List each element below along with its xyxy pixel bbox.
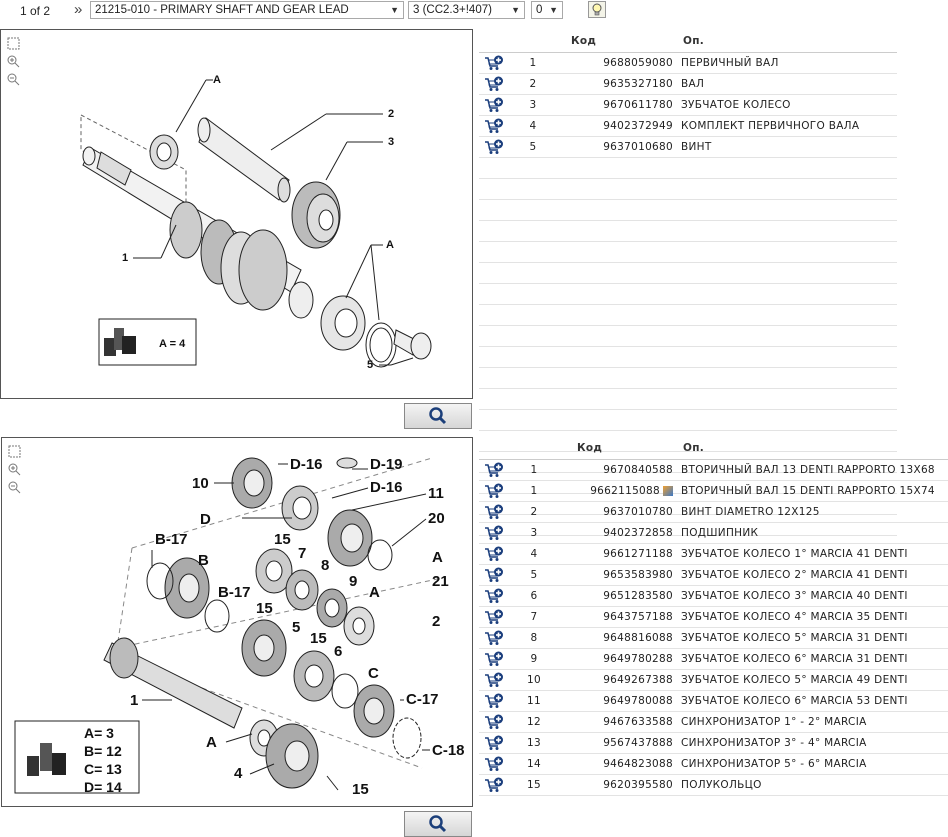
part-code: 9402372949: [557, 115, 681, 136]
screw-5: [394, 330, 431, 359]
callout-label[interactable]: 3: [388, 136, 395, 148]
part-code: 9467633588: [559, 711, 681, 732]
empty-row: [479, 388, 897, 409]
item-number: 15: [509, 774, 559, 795]
callout-label[interactable]: 2: [432, 613, 441, 630]
bearing-a-top: [150, 135, 178, 169]
part-code: 9662115088: [559, 480, 681, 501]
header-code[interactable]: Код: [557, 30, 681, 52]
part-code: 9670840588: [559, 459, 681, 480]
empty-row: [479, 346, 897, 367]
add-to-cart-button[interactable]: [479, 136, 509, 157]
table-row[interactable]: [479, 543, 948, 564]
item-number: 9: [509, 648, 559, 669]
add-to-cart-icon: [484, 139, 504, 155]
chevron-down-icon: ▼: [390, 5, 399, 15]
add-to-cart-button[interactable]: [479, 501, 509, 522]
part-description: ВТОРИЧНЫЙ ВАЛ 13 DENTI RAPPORTO 13X68: [681, 459, 948, 480]
add-to-cart-icon: [484, 630, 504, 646]
callout-label[interactable]: 9: [349, 573, 358, 590]
add-to-cart-icon: [484, 546, 504, 562]
add-to-cart-icon: [484, 693, 504, 709]
callout-label[interactable]: 6: [334, 643, 343, 660]
parts-table-2: [479, 437, 948, 805]
callout-label[interactable]: 1: [122, 252, 129, 264]
legend-text: C= 13: [84, 761, 122, 777]
add-to-cart-button[interactable]: [479, 711, 509, 732]
lightbulb-icon: [591, 3, 603, 17]
callout-label[interactable]: B-17: [218, 584, 251, 601]
add-to-cart-button[interactable]: [479, 543, 509, 564]
parts-table-2-viewport[interactable]: [479, 437, 948, 805]
empty-row: [479, 304, 897, 325]
add-to-cart-button[interactable]: [479, 564, 509, 585]
callout-label[interactable]: 15: [310, 630, 327, 647]
item-number: 5: [509, 136, 557, 157]
callout-label[interactable]: 20: [428, 510, 445, 527]
add-to-cart-button[interactable]: [479, 522, 509, 543]
add-to-cart-button[interactable]: [479, 774, 509, 795]
add-to-cart-button[interactable]: [479, 480, 509, 501]
empty-row: [479, 795, 948, 805]
legend-text: A= 3: [84, 725, 114, 741]
table-row[interactable]: [479, 459, 948, 480]
part-description: СИНХРОНИЗАТОР 5° - 6° MARCIA: [681, 753, 948, 774]
item-number: 7: [509, 606, 559, 627]
add-to-cart-button[interactable]: [479, 73, 509, 94]
callout-label[interactable]: D: [200, 511, 211, 528]
part-code: 9635327180: [557, 73, 681, 94]
empty-row: [479, 409, 897, 430]
callout-label[interactable]: 15: [274, 531, 291, 548]
header-desc[interactable]: Оп.: [681, 30, 897, 52]
legend-box-1: [99, 319, 196, 365]
search-icon: [429, 407, 447, 425]
item-number: 11: [509, 690, 559, 711]
add-to-cart-icon: [484, 97, 504, 113]
callout-label[interactable]: D-19: [370, 456, 403, 473]
empty-row: [479, 199, 897, 220]
item-number: 2: [509, 501, 559, 522]
add-to-cart-icon: [484, 76, 504, 92]
part-description: СИНХРОНИЗАТОР 1° - 2° MARCIA: [681, 711, 948, 732]
item-number: 14: [509, 753, 559, 774]
option-select[interactable]: [531, 1, 563, 19]
callout-label[interactable]: C: [368, 665, 379, 682]
table-row[interactable]: [479, 564, 948, 585]
output-shaft: [104, 638, 242, 728]
search-icon: [429, 815, 447, 833]
callout-label[interactable]: 21: [432, 573, 449, 590]
page-count: 1 of 2: [20, 4, 51, 18]
callout-label[interactable]: 5: [367, 359, 374, 371]
callout-label[interactable]: 7: [298, 545, 307, 562]
callout-label[interactable]: B-17: [155, 531, 188, 548]
table-row[interactable]: [479, 585, 948, 606]
item-number: 1: [509, 52, 557, 73]
table-header: [479, 437, 948, 459]
part-description: ВИНТ: [681, 136, 897, 157]
add-to-cart-button[interactable]: [479, 669, 509, 690]
item-number: 12: [509, 711, 559, 732]
part-description: СИНХРОНИЗАТОР 3° - 4° MARCIA: [681, 732, 948, 753]
zoom-search-button-2[interactable]: [404, 811, 472, 837]
part-description: КОМПЛЕКТ ПЕРВИЧНОГО ВАЛА: [681, 115, 897, 136]
item-number: 3: [509, 522, 559, 543]
item-number: 6: [509, 585, 559, 606]
callout-label[interactable]: 4: [234, 765, 243, 782]
add-to-cart-button[interactable]: [479, 115, 509, 136]
table-row[interactable]: [479, 648, 948, 669]
add-to-cart-icon: [484, 567, 504, 583]
item-number: 5: [509, 564, 559, 585]
add-to-cart-icon: [484, 756, 504, 772]
empty-row: [479, 325, 897, 346]
table-row[interactable]: [479, 522, 948, 543]
empty-row: [479, 220, 897, 241]
callout-label[interactable]: A: [213, 74, 221, 86]
add-to-cart-button[interactable]: [479, 753, 509, 774]
callout-label[interactable]: 15: [256, 600, 273, 617]
callout-label[interactable]: C-18: [432, 742, 465, 759]
part-code: 9464823088: [559, 753, 681, 774]
zoom-search-button-1[interactable]: [404, 403, 472, 429]
part-description: ЗУБЧАТОЕ КОЛЕСО 6° MARCIA 31 DENTI: [681, 648, 948, 669]
chevron-down-icon: ▼: [549, 5, 558, 15]
gears: [165, 458, 394, 788]
part-code: 9651283580: [559, 585, 681, 606]
part-code: 9402372858: [559, 522, 681, 543]
table-row[interactable]: [479, 774, 948, 795]
exploded-diagram-1: [1, 30, 472, 398]
pin-2: [198, 118, 290, 202]
add-to-cart-icon: [484, 525, 504, 541]
callout-label[interactable]: A: [386, 239, 394, 251]
part-code: 9688059080: [557, 52, 681, 73]
item-number: 4: [509, 115, 557, 136]
add-to-cart-icon: [484, 672, 504, 688]
diagram-panel-2[interactable]: [1, 437, 473, 807]
next-page-icon[interactable]: »: [74, 1, 83, 18]
table-row[interactable]: [479, 669, 948, 690]
add-to-cart-button[interactable]: [479, 732, 509, 753]
table-row[interactable]: [479, 73, 897, 94]
item-number: 3: [509, 94, 557, 115]
part-code: 9643757188: [559, 606, 681, 627]
legend-text: D= 14: [84, 779, 122, 795]
table-row[interactable]: [479, 136, 897, 157]
group-select[interactable]: [90, 1, 404, 19]
empty-row: [479, 262, 897, 283]
part-description: ВИНТ DIAMETRO 12X125: [681, 501, 948, 522]
callout-label[interactable]: C-17: [406, 691, 439, 708]
callout-label[interactable]: 15: [352, 781, 369, 798]
callout-label[interactable]: A: [206, 734, 217, 751]
info-icon[interactable]: [663, 486, 673, 496]
item-number: 8: [509, 627, 559, 648]
table-row[interactable]: [479, 480, 948, 501]
add-to-cart-icon: [484, 588, 504, 604]
group-select-value: 21215-010 - PRIMARY SHAFT AND GEAR LEAD: [95, 4, 349, 16]
table-row[interactable]: [479, 711, 948, 732]
part-code: 9670611780: [557, 94, 681, 115]
part-code: 9637010780: [559, 501, 681, 522]
add-to-cart-button[interactable]: [479, 648, 509, 669]
item-number: 2: [509, 73, 557, 94]
item-number: 10: [509, 669, 559, 690]
variant-select-value: 3 (CC2.3+!407): [413, 4, 492, 16]
empty-row: [479, 241, 897, 262]
part-code: 9653583980: [559, 564, 681, 585]
add-to-cart-icon: [484, 462, 504, 478]
gear-3: [292, 182, 340, 248]
toolbar: [0, 0, 948, 22]
callout-label[interactable]: B: [198, 552, 209, 569]
table-row[interactable]: [479, 115, 897, 136]
add-to-cart-icon: [484, 118, 504, 134]
item-number: 4: [509, 543, 559, 564]
part-code: 9637010680: [557, 136, 681, 157]
part-code: 9649780088: [559, 690, 681, 711]
table-row[interactable]: [479, 52, 897, 73]
part-description: ЗУБЧАТОЕ КОЛЕСО 3° MARCIA 40 DENTI: [681, 585, 948, 606]
callout-label[interactable]: 10: [192, 475, 209, 492]
part-description: ЗУБЧАТОЕ КОЛЕСО 4° MARCIA 35 DENTI: [681, 606, 948, 627]
part-description: ВТОРИЧНЫЙ ВАЛ 15 DENTI RAPPORTO 15X74: [681, 480, 948, 501]
table-row[interactable]: [479, 94, 897, 115]
item-number: 13: [509, 732, 559, 753]
table-header: [479, 30, 897, 52]
part-code: 9620395580: [559, 774, 681, 795]
header-desc[interactable]: Оп.: [681, 437, 948, 459]
option-select-value: 0: [536, 4, 543, 16]
item-number: 1: [509, 459, 559, 480]
callout-label[interactable]: D-16: [290, 456, 323, 473]
part-code: 9649267388: [559, 669, 681, 690]
add-to-cart-icon: [484, 55, 504, 71]
empty-row: [479, 157, 897, 178]
add-to-cart-icon: [484, 609, 504, 625]
callout-label[interactable]: 2: [388, 108, 395, 120]
add-to-cart-icon: [484, 504, 504, 520]
table-row[interactable]: [479, 753, 948, 774]
legend-text: A = 4: [159, 338, 186, 350]
item-number: 1: [509, 480, 559, 501]
table-row[interactable]: [479, 732, 948, 753]
table-row[interactable]: [479, 501, 948, 522]
add-to-cart-button[interactable]: [479, 94, 509, 115]
add-to-cart-icon: [484, 483, 504, 499]
part-description: ЗУБЧАТОЕ КОЛЕСО 2° MARCIA 41 DENTI: [681, 564, 948, 585]
empty-row: [479, 178, 897, 199]
table-row[interactable]: [479, 627, 948, 648]
exploded-diagram-2: [2, 438, 472, 806]
variant-select[interactable]: [408, 1, 525, 19]
part-description: ВАЛ: [681, 73, 897, 94]
add-to-cart-icon: [484, 651, 504, 667]
part-code: 9649780288: [559, 648, 681, 669]
header-code[interactable]: Код: [559, 437, 681, 459]
part-description: ПОЛУКОЛЬЦО: [681, 774, 948, 795]
hint-bulb-button[interactable]: [588, 1, 606, 18]
callout-label[interactable]: A: [369, 584, 380, 601]
callout-label[interactable]: A: [432, 549, 443, 566]
add-to-cart-button[interactable]: [479, 459, 509, 480]
callout-label[interactable]: 11: [428, 485, 444, 502]
part-description: ЗУБЧАТОЕ КОЛЕСО 6° MARCIA 53 DENTI: [681, 690, 948, 711]
add-to-cart-icon: [484, 735, 504, 751]
add-to-cart-button[interactable]: [479, 52, 509, 73]
add-to-cart-icon: [484, 777, 504, 793]
table-row[interactable]: [479, 690, 948, 711]
table-row[interactable]: [479, 606, 948, 627]
add-to-cart-button[interactable]: [479, 585, 509, 606]
add-to-cart-button[interactable]: [479, 606, 509, 627]
add-to-cart-button[interactable]: [479, 690, 509, 711]
part-description: ЗУБЧАТОЕ КОЛЕСО 5° MARCIA 49 DENTI: [681, 669, 948, 690]
diagram-panel-1[interactable]: [0, 29, 473, 399]
empty-row: [479, 283, 897, 304]
part-description: ПОДШИПНИК: [681, 522, 948, 543]
part-code: 9648816088: [559, 627, 681, 648]
bearing-a-right: [321, 296, 365, 350]
part-code: 9661271188: [559, 543, 681, 564]
callout-label[interactable]: D-16: [370, 479, 403, 496]
empty-row: [479, 367, 897, 388]
add-to-cart-button[interactable]: [479, 627, 509, 648]
part-description: ЗУБЧАТОЕ КОЛЕСО 1° MARCIA 41 DENTI: [681, 543, 948, 564]
part-description: ЗУБЧАТОЕ КОЛЕСО: [681, 94, 897, 115]
part-code: 9567437888: [559, 732, 681, 753]
callout-label[interactable]: 1: [130, 692, 139, 709]
chevron-down-icon: ▼: [511, 5, 520, 15]
add-to-cart-icon: [484, 714, 504, 730]
callout-label[interactable]: 5: [292, 619, 301, 636]
legend-text: B= 12: [84, 743, 122, 759]
part-description: ПЕРВИЧНЫЙ ВАЛ: [681, 52, 897, 73]
part-description: ЗУБЧАТОЕ КОЛЕСО 5° MARCIA 31 DENTI: [681, 627, 948, 648]
callout-label[interactable]: 8: [321, 557, 330, 574]
